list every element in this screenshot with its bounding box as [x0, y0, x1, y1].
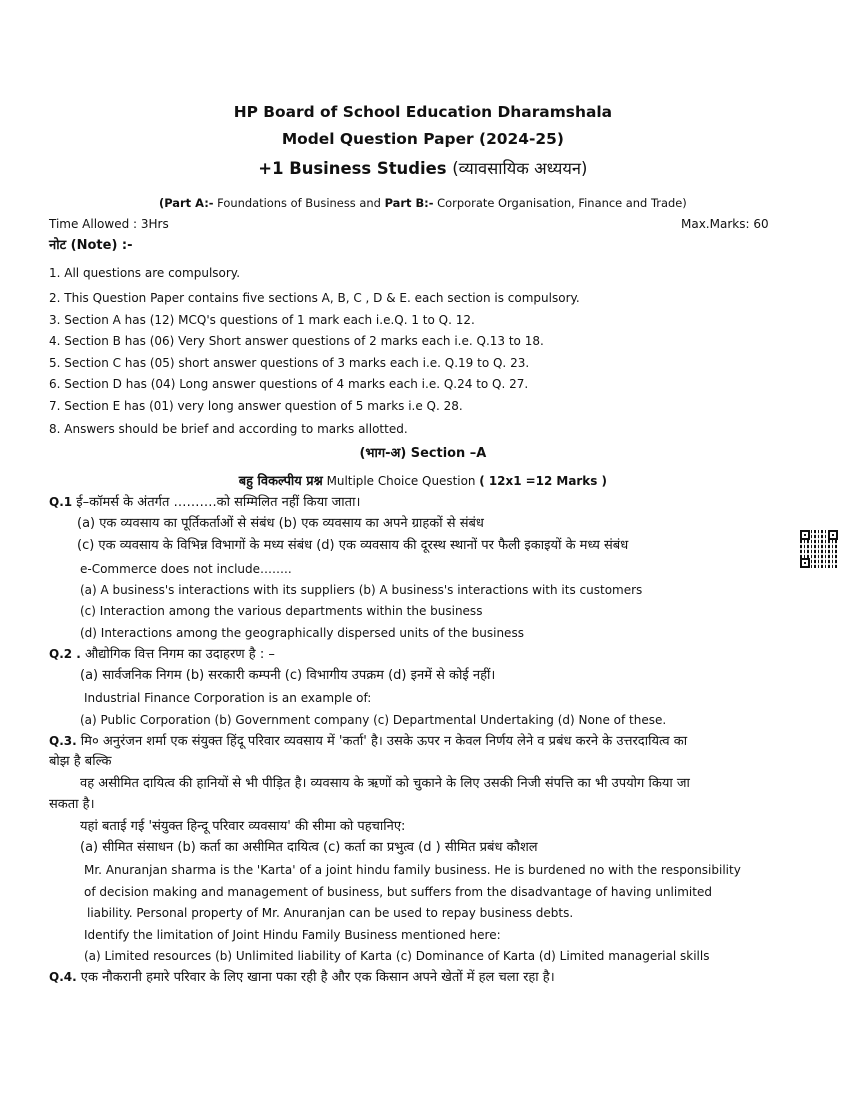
mcq-marks: ( 12x1 =12 Marks ): [479, 474, 607, 488]
max-marks: Max.Marks: 60: [681, 217, 769, 231]
q3-text-hindi-3: वह असीमित दायित्व की हानियों से भी पीड़ित है। व्यवसाय के ऋणों को चुकाने के लिए उसकी निजी संपत्ति का भी उपयोग किया जा: [80, 776, 690, 791]
note-item: 6. Section D has (04) Long answer questions of 4 marks each i.e. Q.24 to Q. 27.: [49, 377, 529, 391]
q3-question-english-1: Mr. Anuranjan sharma is the 'Karta' of a joint hindu family business. He is burdened no with the responsibility: [84, 863, 741, 877]
question-text-hindi: मि० अनुरंजन शर्मा एक संयुक्त हिंदू परिवार व्यवसाय में 'कर्ता' है। उसके ऊपर न केवल निर्णय लेने व प्रबंध करने के उत्तरदायित्व का: [76, 734, 688, 749]
part-a-text: Foundations of Business and: [213, 196, 385, 210]
section-title: (भाग-अ) Section –A: [359, 446, 487, 461]
note-item: 7. Section E has (01) very long answer question of 5 marks i.e Q. 28.: [49, 399, 463, 413]
note-item: 5. Section C has (05) short answer questions of 3 marks each i.e. Q.19 to Q. 23.: [49, 356, 530, 370]
question-number: Q.4.: [49, 970, 77, 984]
question-q3: [49, 733, 687, 750]
note-item: 3. Section A has (12) MCQ's questions of 1 mark each i.e.Q. 1 to Q. 12.: [49, 313, 475, 327]
q3-text-hindi-5: यहां बताई गई 'संयुक्त हिन्दू परिवार व्यवसाय' की सीमा को पहचानिए:: [80, 819, 406, 834]
question-number: Q.2 .: [49, 647, 81, 661]
q1-options-hindi-1: (a) एक व्यवसाय का पूर्तिकर्ताओं से संबंध (b) एक व्यवसाय का अपने ग्राहकों से संबंध: [77, 516, 484, 531]
subject-hindi: (व्यावसायिक अध्ययन): [452, 159, 588, 178]
q3-question-english-4: Identify the limitation of Joint Hindu Family Business mentioned here:: [84, 928, 501, 942]
q3-options-english: (a) Limited resources (b) Unlimited liability of Karta (c) Dominance of Karta (d) Limited managerial skills: [84, 949, 710, 963]
question-text-hindi: एक नौकरानी हमारे परिवार के लिए खाना पका रही है और एक किसान अपने खेतों में हल चला रहा है।: [76, 970, 555, 985]
part-b-text: Corporate Organisation, Finance and Trade): [433, 196, 687, 210]
question-q2: [49, 646, 275, 663]
q1-options-english-1: (a) A business's interactions with its suppliers (b) A business's interactions with its customers: [80, 583, 643, 597]
question-number: Q.3.: [49, 734, 77, 748]
paper-title: Model Question Paper (2024-25): [281, 130, 564, 148]
question-q4: [49, 969, 555, 986]
qr-code-icon: [800, 530, 838, 568]
question-number: Q.1: [49, 495, 73, 509]
q2-question-english: Industrial Finance Corporation is an example of:: [84, 691, 372, 705]
parts-line: [0, 195, 846, 211]
part-a-label: (Part A:-: [158, 196, 214, 210]
mcq-hindi: बहु विकल्पीय प्रश्न: [238, 474, 323, 489]
q2-options-english: (a) Public Corporation (b) Government company (c) Departmental Undertaking (d) None of these.: [80, 713, 667, 727]
q2-options-hindi: (a) सार्वजनिक निगम (b) सरकारी कम्पनी (c) विभागीय उपक्रम (d) इनमें से कोई नहीं।: [80, 668, 496, 683]
q1-options-english-3: (d) Interactions among the geographically dispersed units of the business: [80, 626, 524, 640]
time-allowed: Time Allowed : 3Hrs: [49, 217, 169, 231]
q3-question-english-3: liability. Personal property of Mr. Anuranjan can be used to repay business debts.: [87, 906, 574, 920]
note-item: 4. Section B has (06) Very Short answer questions of 2 marks each i.e. Q.13 to 18.: [49, 334, 544, 348]
q3-text-hindi-2: बोझ है बल्कि: [49, 754, 112, 769]
q3-question-english-2: of decision making and management of business, but suffers from the disadvantage of having unlimited: [84, 885, 712, 899]
q1-options-hindi-2: (c) एक व्यवसाय के विभिन्न विभागों के मध्य संबंध (d) एक व्यवसाय की दूरस्थ स्थानों पर फैली इकाइयों के मध्य संबंध: [77, 538, 629, 553]
note-item: 2. This Question Paper contains five sections A, B, C , D & E. each section is compulsory.: [49, 291, 580, 305]
board-title: HP Board of School Education Dharamshala: [233, 103, 613, 121]
subject-english: +1 Business Studies: [258, 159, 453, 178]
q3-options-hindi: (a) सीमित संसाधन (b) कर्ता का असीमित दायित्व (c) कर्ता का प्रभुत्व (d ) सीमित प्रबंध कौशल: [80, 840, 538, 855]
question-text-hindi: औद्योगिक वित्त निगम का उदाहरण है : –: [80, 647, 275, 662]
part-b-label: Part B:-: [384, 196, 434, 210]
mcq-english: Multiple Choice Question: [322, 474, 480, 488]
subject-title: [0, 159, 846, 179]
q1-options-english-2: (c) Interaction among the various departments within the business: [80, 604, 483, 618]
q1-question-english: e-Commerce does not include……..: [80, 562, 292, 576]
question-q1: [49, 494, 360, 511]
question-text-hindi: ई–कॉमर्स के अंतर्गत ……….को सम्मिलित नहीं किया जाता।: [72, 495, 361, 510]
q3-text-hindi-4: सकता है।: [49, 797, 95, 812]
mcq-heading: [0, 473, 846, 490]
note-title: नोट (Note) :-: [49, 238, 133, 253]
note-item: 1. All questions are compulsory.: [49, 266, 241, 280]
note-item: 8. Answers should be brief and according to marks allotted.: [49, 422, 408, 436]
